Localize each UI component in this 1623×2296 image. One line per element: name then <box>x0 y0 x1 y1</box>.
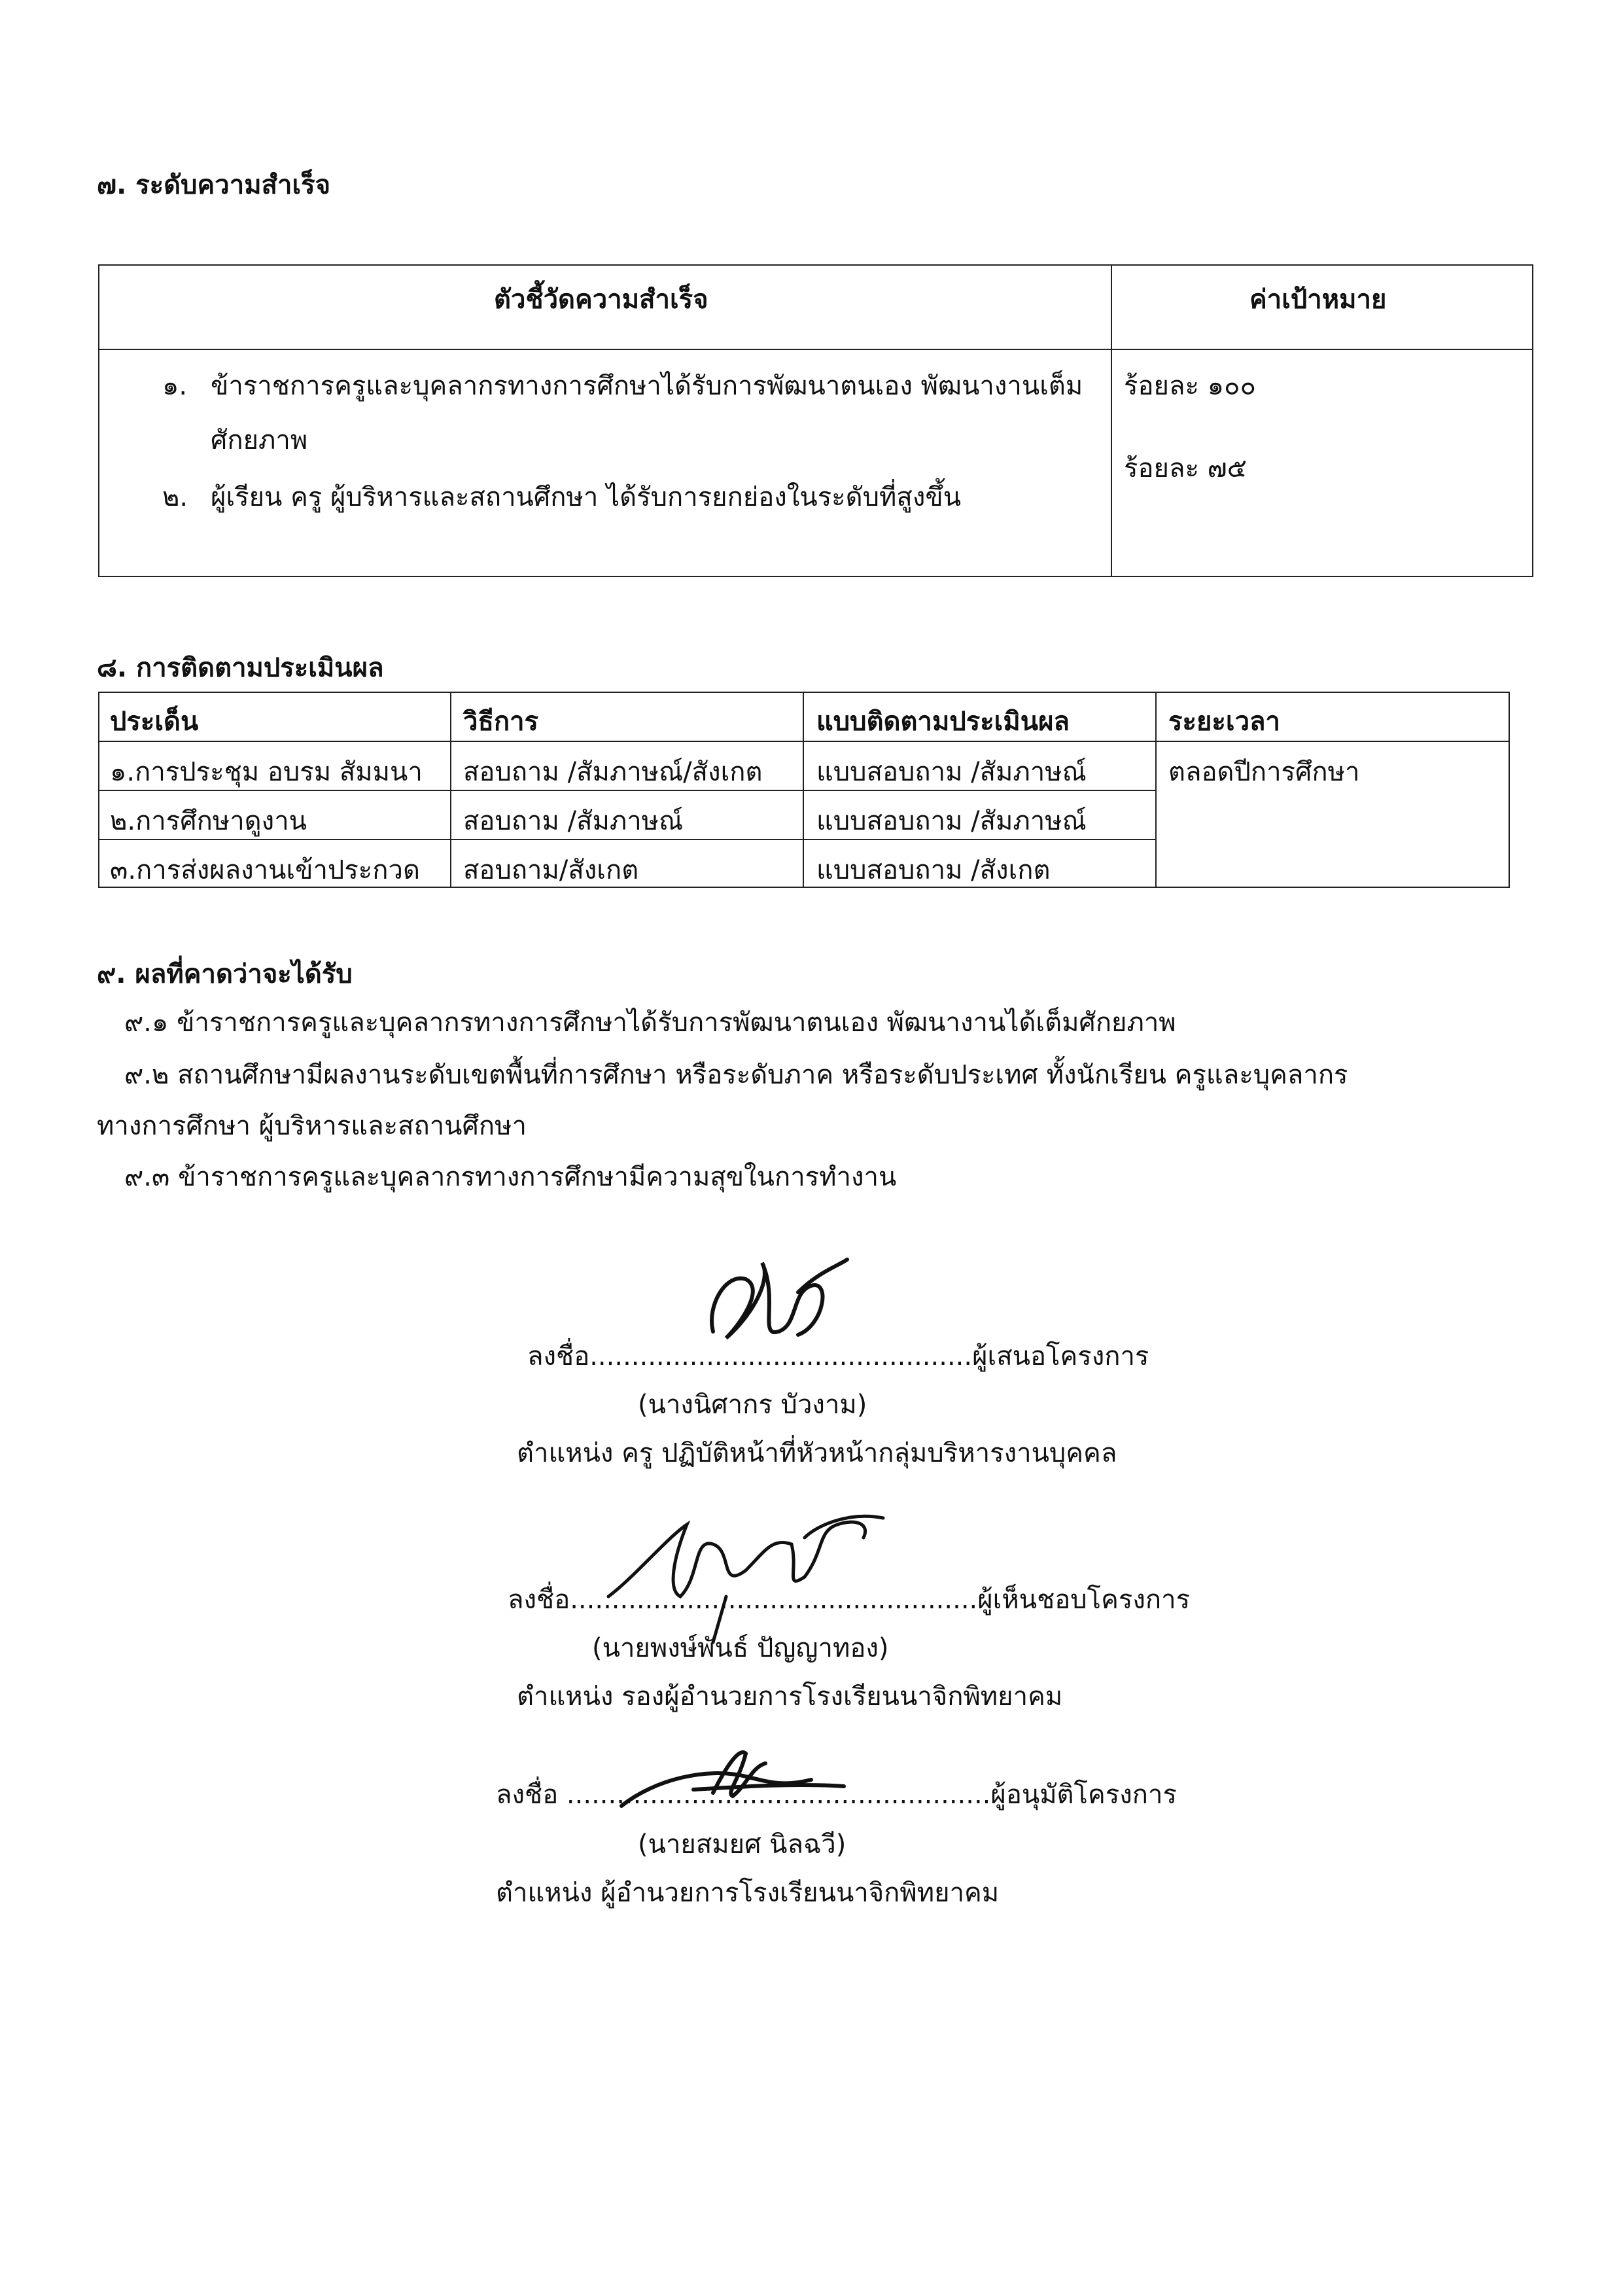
section7-heading: ๗. ระดับความสำเร็จ <box>97 170 331 200</box>
row-1-issue: ๑.การประชุม อบรม สัมมนา <box>110 757 423 787</box>
expected-result-3: ๙.๓ ข้าราชการครูและบุคลากรทางการศึกษามีความสุขในการทำงาน <box>124 1162 897 1192</box>
row-3-issue: ๓.การส่งผลงานเข้าประกวด <box>110 855 420 885</box>
indicator-1-line2: ศักยภาพ <box>211 425 308 455</box>
header-period: ระยะเวลา <box>1168 707 1280 737</box>
row-1-method: สอบถาม /สัมภาษณ์/สังเกต <box>463 757 763 787</box>
row-2-form: แบบสอบถาม /สัมภาษณ์ <box>816 806 1087 836</box>
expected-result-2-cont: ทางการศึกษา ผู้บริหารและสถานศึกษา <box>97 1111 527 1141</box>
target-1: ร้อยละ ๑๐๐ <box>1124 371 1256 401</box>
header-indicator: ตัวชี้วัดความสำเร็จ <box>494 285 708 315</box>
header-issue: ประเด็น <box>110 707 199 737</box>
indicator-1-number: ๑. <box>162 371 188 401</box>
expected-result-1: ๙.๑ ข้าราชการครูและบุคลากรทางการศึกษาได้รับการพัฒนาตนเอง พัฒนางานได้เต็มศักยภาพ <box>124 1008 1176 1038</box>
period-cell: ตลอดปีการศึกษา <box>1168 757 1360 787</box>
position-approver: ตำแหน่ง รองผู้อำนวยการโรงเรียนนาจิกพิทยาคม <box>517 1682 1063 1712</box>
position-proposer: ตำแหน่ง ครู ปฏิบัติหน้าที่หัวหน้ากลุ่มบริหารงานบุคคล <box>517 1438 1117 1468</box>
sign-line-authorizer: ลงชื่อ ...................................................ผู้อนุมัติโครงการ <box>496 1780 1177 1810</box>
row-3-form: แบบสอบถาม /สังเกต <box>816 855 1051 885</box>
indicator-2-line1: ผู้เรียน ครู ผู้บริหารและสถานศึกษา ได้รับการยกย่องในระดับที่สูงขึ้น <box>211 482 962 512</box>
section9-heading: ๙. ผลที่คาดว่าจะได้รับ <box>97 959 353 989</box>
header-target: ค่าเป้าหมาย <box>1249 285 1387 315</box>
indicator-1-line1: ข้าราชการครูและบุคลากรทางการศึกษาได้รับการพัฒนาตนเอง พัฒนางานเต็ม <box>211 371 1083 401</box>
indicator-2-number: ๒. <box>162 482 188 512</box>
name-proposer: (นางนิศากร บัวงาม) <box>638 1390 867 1420</box>
section8-heading: ๘. การติดตามประเมินผล <box>97 653 384 683</box>
position-authorizer: ตำแหน่ง ผู้อำนวยการโรงเรียนนาจิกพิทยาคม <box>496 1878 1000 1908</box>
name-approver: (นายพงษ์พันธ์ ปัญญาทอง) <box>592 1633 889 1663</box>
sign-line-approver: ลงชื่อ.................................................ผู้เห็นชอบโครงการ <box>508 1585 1191 1615</box>
expected-result-2: ๙.๒ สถานศึกษามีผลงานระดับเขตพื้นที่การศึกษา หรือระดับภาค หรือระดับประเทศ ทั้งนักเรียน ครูและบุคลากร <box>124 1060 1348 1090</box>
row-2-issue: ๒.การศึกษาดูงาน <box>110 806 307 836</box>
row-3-method: สอบถาม/สังเกต <box>463 855 639 885</box>
sign-line-proposer: ลงชื่อ..............................................ผู้เสนอโครงการ <box>527 1341 1149 1371</box>
row-2-method: สอบถาม /สัมภาษณ์ <box>463 806 684 836</box>
target-2: ร้อยละ ๗๕ <box>1124 453 1248 484</box>
row-1-form: แบบสอบถาม /สัมภาษณ์ <box>816 757 1087 787</box>
header-form: แบบติดตามประเมินผล <box>816 707 1070 737</box>
header-method: วิธีการ <box>463 707 539 737</box>
name-authorizer: (นายสมยศ นิลฉวี) <box>638 1829 846 1860</box>
